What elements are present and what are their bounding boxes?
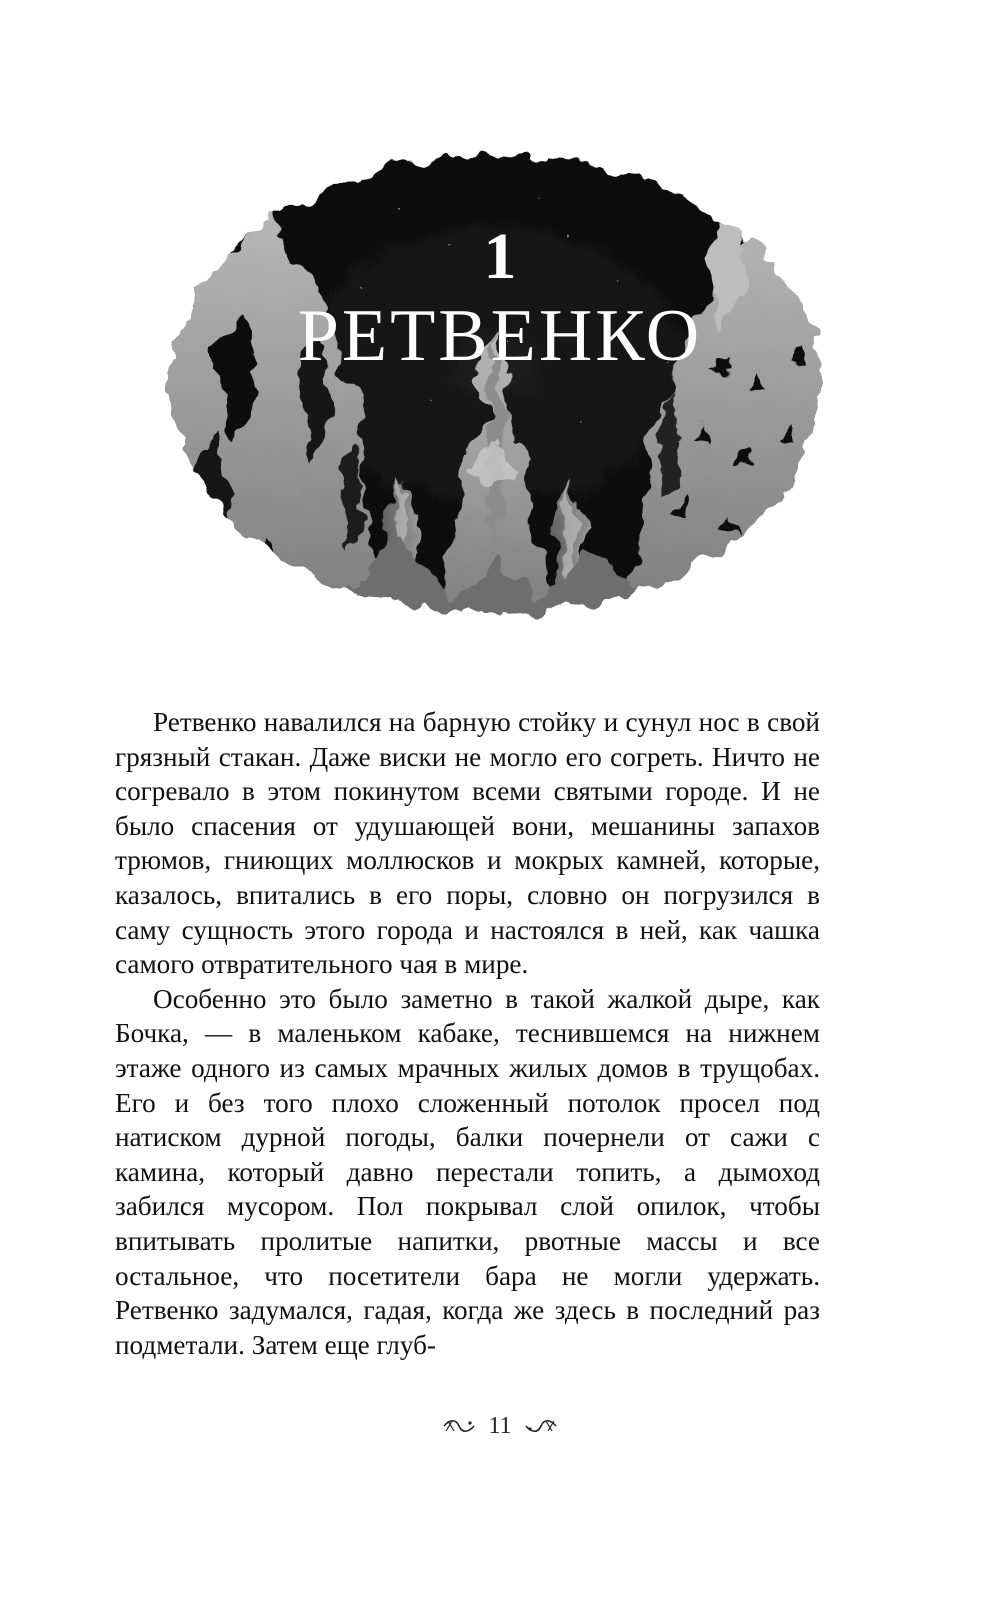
page-footer — [0, 1410, 1000, 1441]
left-ornament-icon — [442, 1418, 476, 1434]
page-number: 11 — [488, 1413, 512, 1440]
paragraph-1: Ретвенко навалился на барную стойку и сунул нос в свой грязный стакан. Даже виски не могло его согреть. Ничто не согревало в этом покинутом всеми святыми городе. И не было спасения от удушающей вони, мешанины запахов трюмов, гниющих моллюсков и мокрых камней, которые, казалось, впитались в его поры, словно он погрузился в саму сущность этого города и настоялся в ней, как чашка самого отвратительного чая в мире. — [115, 707, 820, 980]
chapter-number: 1 — [483, 220, 517, 293]
chapter-title: РЕТВЕНКО — [297, 295, 703, 377]
right-ornament-icon — [524, 1418, 558, 1434]
paragraph-2: Особенно это было заметно в такой жалкой дыре, как Бочка, — в маленьком кабаке, теснившемся на нижнем этаже одного из самых мрачных жилых домов в трущобах. Его и без того плохо сложенный потолок просел под натиском дурной погоды, балки почернели от сажи с камина, который давно перестали топить, а дымоход забился мусором. Пол покрывал слой опилок, чтобы впитывать пролитые напитки, рвотные массы и все остальное, что посетители бара не могли удержать. Ретвенко задумался, гадая, когда же здесь в последний раз подметали. Затем еще глуб- — [115, 983, 820, 1360]
chapter-vignette-illustration — [150, 140, 840, 640]
chapter-body-text — [115, 705, 820, 1362]
